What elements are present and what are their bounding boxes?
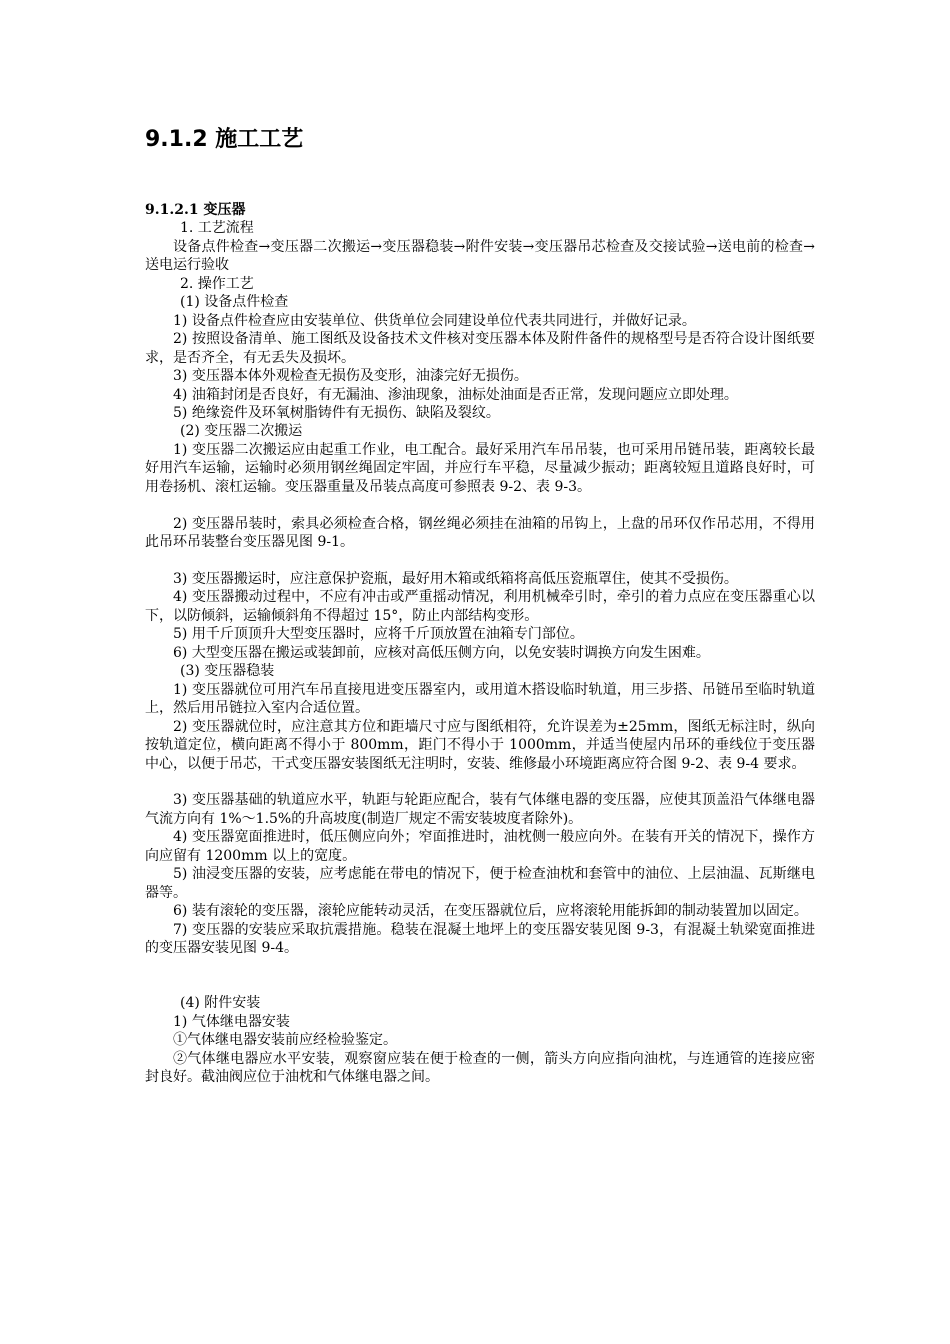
- paragraph: 2) 按照设备清单、施工图纸及设备技术文件核对变压器本体及附件备件的规格型号是否符合设计图纸要求，是否齐全，有无丢失及损坏。: [145, 331, 815, 366]
- item-heading: (3) 变压器稳装: [180, 663, 275, 680]
- item-heading: (4) 附件安装: [180, 995, 261, 1012]
- paragraph: 4) 油箱封闭是否良好，有无漏油、渗油现象，油标处油面是否正常，发现问题应立即处理。: [173, 386, 738, 403]
- paragraph: 1) 变压器二次搬运应由起重工作业，电工配合。最好采用汽车吊吊装，也可采用吊链吊装，距离较长最好用汽车运输，运输时必须用钢丝绳固定牢固，并应行车平稳，尽量减少振动；距离较短且道路良好时，可用卷扬机、滚杠运输。变压器重量及吊装点高度可参照表 9-2、表 9-3。: [145, 441, 815, 495]
- paragraph: 1) 变压器就位可用汽车吊直接甩进变压器室内，或用道木搭设临时轨道，用三步搭、吊链吊至临时轨道上，然后用吊链拉入室内合适位置。: [145, 681, 815, 717]
- paragraph: 1) 气体继电器安装: [173, 1013, 290, 1030]
- paragraph: 5) 绝缘瓷件及环氧树脂铸件有无损伤、缺陷及裂纹。: [173, 404, 500, 421]
- paragraph: ②气体继电器应水平安装，观察窗应装在便于检查的一侧，箭头方向应指向油枕，与连通管的连接应密封良好。截油阀应位于油枕和气体继电器之间。: [145, 1050, 815, 1086]
- paragraph: 4) 变压器宽面推进时，低压侧应向外；窄面推进时，油枕侧一般应向外。在装有开关的情况下，操作方向应留有 1200mm 以上的宽度。: [145, 829, 815, 864]
- blank-line: [145, 552, 815, 570]
- paragraph: ①气体继电器安装前应经检验鉴定。: [173, 1032, 397, 1049]
- paragraph: 5) 油浸变压器的安装，应考虑能在带电的情况下，便于检查油枕和套管中的油位、上层油温、瓦斯继电器等。: [145, 866, 815, 901]
- item-heading: (2) 变压器二次搬运: [180, 423, 303, 440]
- paragraph: 4) 变压器搬动过程中，不应有冲击或严重摇动情况，利用机械牵引时，牵引的着力点应在变压器重心以下，以防倾斜，运输倾斜角不得超过 15°，防止内部结构变形。: [145, 589, 815, 624]
- paragraph: 6) 装有滚轮的变压器，滚轮应能转动灵活，在变压器就位后，应将滚轮用能拆卸的制动装置加以固定。: [173, 903, 808, 920]
- section-title: 9.1.2.1 变压器: [145, 202, 246, 218]
- blank-line: [145, 496, 815, 514]
- paragraph: 3) 变压器基础的轨道应水平，轨距与轮距应配合，装有气体继电器的变压器，应使其顶盖沿气体继电器气流方向有 1%～1.5%的升高坡度(制造厂规定不需安装坡度者除外)。: [145, 792, 815, 827]
- paragraph: 设备点件检查→变压器二次搬运→变压器稳装→附件安装→变压器吊芯检查及交接试验→送电前的检查→送电运行验收: [145, 238, 815, 274]
- subsection-heading: 1. 工艺流程: [180, 220, 254, 237]
- paragraph: 1) 设备点件检查应由安装单位、供货单位会同建设单位代表共同进行，并做好记录。: [173, 312, 696, 329]
- blank-line: [145, 773, 815, 791]
- page-title: 9.1.2 施工工艺: [145, 127, 304, 152]
- paragraph: 5) 用千斤顶顶升大型变压器时，应将千斤顶放置在油箱专门部位。: [173, 626, 584, 643]
- paragraph: 3) 变压器本体外观检查无损伤及变形，油漆完好无损伤。: [173, 368, 528, 385]
- paragraph: 2) 变压器就位时，应注意其方位和距墙尺寸应与图纸相符，允许误差为±25mm，图纸无标注时，纵向按轨道定位，横向距离不得小于 800mm，距门不得小于 1000mm，并适当使屋内吊环的垂线位于变压器中心，以便于吊芯，干式变压器安装图纸无注明时，安装、维修最小环境距离应符合图 9-2、表 9-4 要求。: [145, 718, 815, 772]
- paragraph: 2) 变压器吊装时，索具必须检查合格，钢丝绳必须挂在油箱的吊钩上，上盘的吊环仅作吊芯用，不得用此吊环吊装整台变压器见图 9-1。: [145, 515, 815, 551]
- paragraph: 3) 变压器搬运时，应注意保护瓷瓶，最好用木箱或纸箱将高低压瓷瓶罩住，使其不受损伤。: [173, 571, 738, 588]
- subsection-heading: 2. 操作工艺: [180, 275, 254, 292]
- document-body: [145, 201, 815, 1087]
- blank-line: [145, 958, 815, 995]
- item-heading: (1) 设备点件检查: [180, 294, 289, 311]
- paragraph: 7) 变压器的安装应采取抗震措施。稳装在混凝土地坪上的变压器安装见图 9-3，有混凝土轨梁宽面推进的变压器安装见图 9-4。: [145, 921, 815, 957]
- paragraph: 6) 大型变压器在搬运或装卸前，应核对高低压侧方向，以免安装时调换方向发生困难。: [173, 644, 710, 661]
